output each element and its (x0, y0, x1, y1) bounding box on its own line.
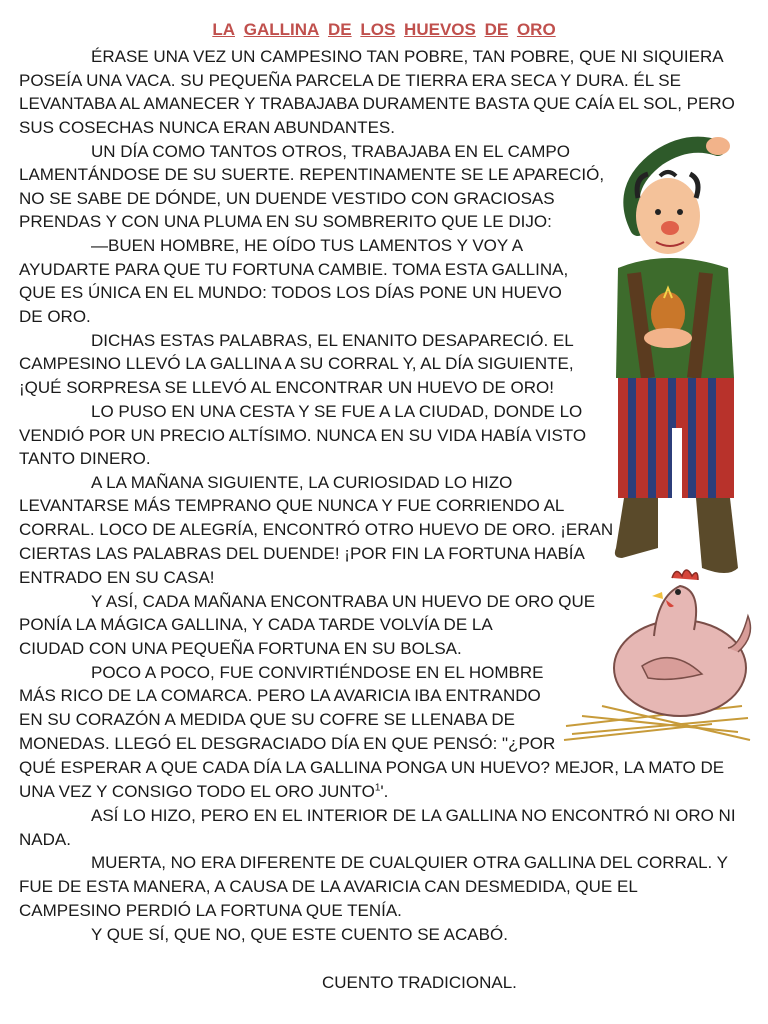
title-word: DE (328, 20, 352, 39)
text-line: UN DÍA COMO TANTOS OTROS, TRABAJABA EN EL CAMPO (91, 142, 570, 161)
story-signature: CUENTO TRADICIONAL. (322, 973, 517, 992)
text-line: LEVANTARSE MÁS TEMPRANO QUE NUNCA Y FUE CORRIENDO AL (19, 496, 565, 515)
farmer-illustration (598, 128, 760, 590)
title-word: HUEVOS (404, 20, 476, 39)
text-line: MÁS RICO DE LA COMARCA. PERO LA AVARICIA IBA ENTRANDO (19, 686, 541, 705)
text-line: TANTO DINERO. (19, 449, 151, 468)
hen-illustration (562, 556, 754, 744)
text-line: VENDIÓ POR UN PRECIO ALTÍSIMO. NUNCA EN SU VIDA HABÍA VISTO (19, 426, 587, 445)
text-line: FUE DE ESTA MANERA, A CAUSA DE LA AVARICIA CAN DESMEDIDA, QUE EL (19, 877, 638, 896)
text-line: A LA MAÑANA SIGUIENTE, LA CURIOSIDAD LO HIZO (91, 473, 513, 492)
text-line: CORRAL. LOCO DE ALEGRÍA, ENCONTRÓ OTRO HUEVO DE ORO. ¡ERAN (19, 520, 614, 539)
footnote-tail: '. (380, 782, 389, 801)
text-line: CIUDAD CON UNA PEQUEÑA FORTUNA EN SU BOLSA. (19, 639, 462, 658)
text-line: EN SU CORAZÓN A MEDIDA QUE SU COFRE SE LLENABA DE (19, 710, 515, 729)
text-line: CAMPESINO LLEVÓ LA GALLINA A SU CORRAL Y, AL DÍA SIGUIENTE, (19, 354, 574, 373)
text-line-with-footnote (19, 780, 388, 804)
text-line: LO PUSO EN UNA CESTA Y SE FUE A LA CIUDAD, DONDE LO (91, 402, 583, 421)
text-line: ¡QUÉ SORPRESA SE LLEVÓ AL ENCONTRAR UN HUEVO DE ORO! (19, 378, 554, 397)
title-word: ORO (516, 20, 556, 39)
text-line: ÉRASE UNA VEZ UN CAMPESINO TAN POBRE, TAN POBRE, QUE NI SIQUIERA (91, 47, 724, 66)
text-line: —BUEN HOMBRE, HE OÍDO TUS LAMENTOS Y VOY A (91, 236, 524, 255)
footnote-marker: 1 (374, 782, 381, 794)
text-line: POSEÍA UNA VACA. SU PEQUEÑA PARCELA DE TIERRA ERA SECA Y DURA. ÉL SE (19, 71, 681, 90)
text-line: Y QUE SÍ, QUE NO, QUE ESTE CUENTO SE ACABÓ. (91, 925, 508, 944)
text-line: PRENDAS Y CON UNA PLUMA EN SU SOMBRERITO QUE LE DIJO: (19, 212, 552, 231)
title-word: GALLINA (243, 20, 320, 39)
text-line: QUE ES ÚNICA EN EL MUNDO: TODOS LOS DÍAS PONE UN HUEVO (19, 283, 562, 302)
text-line: SUS COSECHAS NUNCA ERAN ABUNDANTES. (19, 118, 395, 137)
text-line: DICHAS ESTAS PALABRAS, EL ENANITO DESAPARECIÓ. EL (91, 331, 574, 350)
text-line: ENTRADO EN SU CASA! (19, 568, 215, 587)
title-word: LA (212, 20, 235, 39)
text-line: MONEDAS. LLEGÓ EL DESGRACIADO DÍA EN QUE PENSÓ: "¿POR (19, 734, 556, 753)
text-line: UNA VEZ Y CONSIGO TODO EL ORO JUNTO (19, 782, 375, 801)
text-line: LAMENTÁNDOSE DE SU SUERTE. REPENTINAMENTE SE LE APARECIÓ, (19, 165, 605, 184)
story-title (0, 20, 768, 40)
text-line: ASÍ LO HIZO, PERO EN EL INTERIOR DE LA GALLINA NO ENCONTRÓ NI ORO NI (91, 806, 736, 825)
text-line: QUÉ ESPERAR A QUE CADA DÍA LA GALLINA PONGA UN HUEVO? MEJOR, LA MATO DE (19, 758, 725, 777)
text-line: POCO A POCO, FUE CONVIRTIÉNDOSE EN EL HOMBRE (91, 663, 544, 682)
text-line: AYUDARTE PARA QUE TU FORTUNA CAMBIE. TOMA ESTA GALLINA, (19, 260, 569, 279)
text-line: NADA. (19, 830, 71, 849)
text-line: CAMPESINO PERDIÓ LA FORTUNA QUE TENÍA. (19, 901, 402, 920)
text-line: CIERTAS LAS PALABRAS DEL DUENDE! ¡POR FIN LA FORTUNA HABÍA (19, 544, 585, 563)
text-line: DE ORO. (19, 307, 91, 326)
text-line: PONÍA LA MÁGICA GALLINA, Y CADA TARDE VOLVÍA DE LA (19, 615, 493, 634)
title-word: LOS (360, 20, 396, 39)
text-line: MUERTA, NO ERA DIFERENTE DE CUALQUIER OTRA GALLINA DEL CORRAL. Y (91, 853, 729, 872)
text-line: LEVANTABA AL AMANECER Y TRABAJABA DURAMENTE BASTA QUE CAÍA EL SOL, PERO (19, 94, 735, 113)
title-word: DE (484, 20, 509, 39)
text-line: NO SE SABE DE DÓNDE, UN DUENDE VESTIDO CON GRACIOSAS (19, 189, 555, 208)
text-line: Y ASÍ, CADA MAÑANA ENCONTRABA UN HUEVO DE ORO QUE (91, 592, 596, 611)
